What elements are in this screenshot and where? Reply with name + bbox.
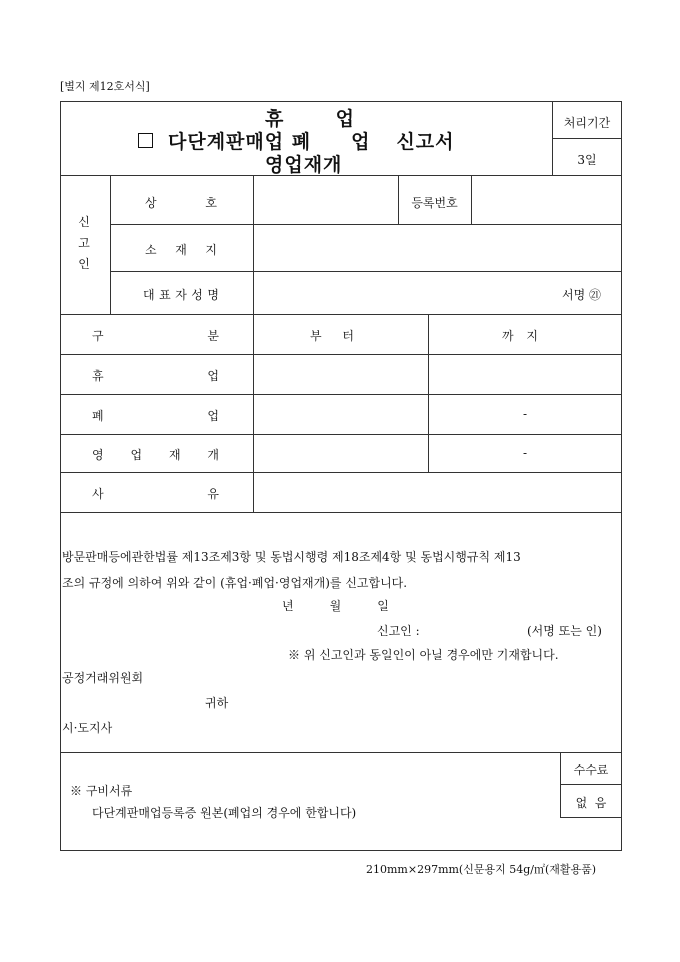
addressee-ftc: 공정거래위원회 xyxy=(62,671,144,685)
reporter-sign-label: 신고인 : xyxy=(377,624,420,638)
representative-field[interactable] xyxy=(254,272,554,313)
category-header: 구 분 xyxy=(92,329,219,343)
date-day: 일 xyxy=(377,599,389,613)
divider xyxy=(60,512,622,513)
registration-number-field[interactable] xyxy=(472,176,621,223)
suspension-from-field[interactable] xyxy=(254,355,427,393)
resumption-from-field[interactable] xyxy=(254,435,427,471)
title-checkbox[interactable] xyxy=(138,130,153,149)
fee-header: 수수료 xyxy=(573,763,609,777)
resumption-to-field[interactable]: - xyxy=(522,446,528,460)
title-bottom-line: 영업재개 xyxy=(265,154,343,176)
date-line xyxy=(282,597,389,614)
trade-name-field[interactable] xyxy=(254,176,397,223)
divider xyxy=(552,138,622,139)
fee-value: 없 음 xyxy=(575,796,607,810)
divider xyxy=(560,784,622,785)
closure-from-field[interactable] xyxy=(254,395,427,433)
suspension-to-field[interactable] xyxy=(429,367,621,391)
location-field[interactable] xyxy=(254,225,621,270)
divider xyxy=(110,175,111,314)
location-label: 소 재 지 xyxy=(145,243,217,257)
addressee-honorific: 귀하 xyxy=(205,696,229,710)
declaration-line-2: 조의 규정에 의하여 위와 같이 (휴업·폐업·영업재개)를 신고합니다. xyxy=(62,576,408,590)
paper-spec-footer: 210mm×297mm(신문용지 54g/㎡(재활용품) xyxy=(366,863,597,876)
closure-row-label: 폐 업 xyxy=(92,409,219,423)
representative-label: 대 표 자 성 명 xyxy=(143,288,219,302)
processing-period-header: 처리기간 xyxy=(563,116,611,130)
closure-to-field[interactable]: - xyxy=(522,407,528,421)
divider xyxy=(60,752,622,753)
sign-or-seal: (서명 또는 인) xyxy=(527,624,602,638)
registration-number-label: 등록번호 xyxy=(411,196,458,210)
date-month: 월 xyxy=(329,599,342,613)
divider xyxy=(560,817,622,818)
processing-period-value: 3일 xyxy=(577,153,597,167)
trade-name-label: 상 호 xyxy=(145,196,217,210)
reason-field[interactable] xyxy=(254,473,621,511)
addressee-governor: 시·도지사 xyxy=(62,721,113,735)
form-label: [별지 제12호서식] xyxy=(60,80,150,93)
title-top-line: 휴 업 xyxy=(265,108,355,130)
required-documents-item: 다단계판매업등록증 원본(폐업의 경우에 한합니다) xyxy=(92,806,357,820)
reason-row-label: 사 유 xyxy=(92,487,219,501)
divider xyxy=(60,314,622,315)
title-main-line: 다단계판매업 폐 업 신고서 xyxy=(168,131,455,153)
reporter-group-label: 신 고 인 xyxy=(78,215,90,271)
declaration-line-1: 방문판매등에관한법률 제13조제3항 및 동법시행령 제18조제4항 및 동법시행규칙 제13 xyxy=(62,550,521,564)
date-year: 년 xyxy=(282,599,294,613)
declaration-note: ※ 위 신고인과 동일인이 아닐 경우에만 기재합니다. xyxy=(288,648,559,662)
to-header: 까 지 xyxy=(502,329,538,343)
resumption-row-label: 영 업 재 개 xyxy=(92,448,219,462)
signature-mark: 서명 ㉑ xyxy=(562,288,601,302)
required-documents-header: ※ 구비서류 xyxy=(70,784,133,798)
suspension-row-label: 휴 업 xyxy=(92,369,219,383)
from-header: 부 터 xyxy=(310,329,354,343)
